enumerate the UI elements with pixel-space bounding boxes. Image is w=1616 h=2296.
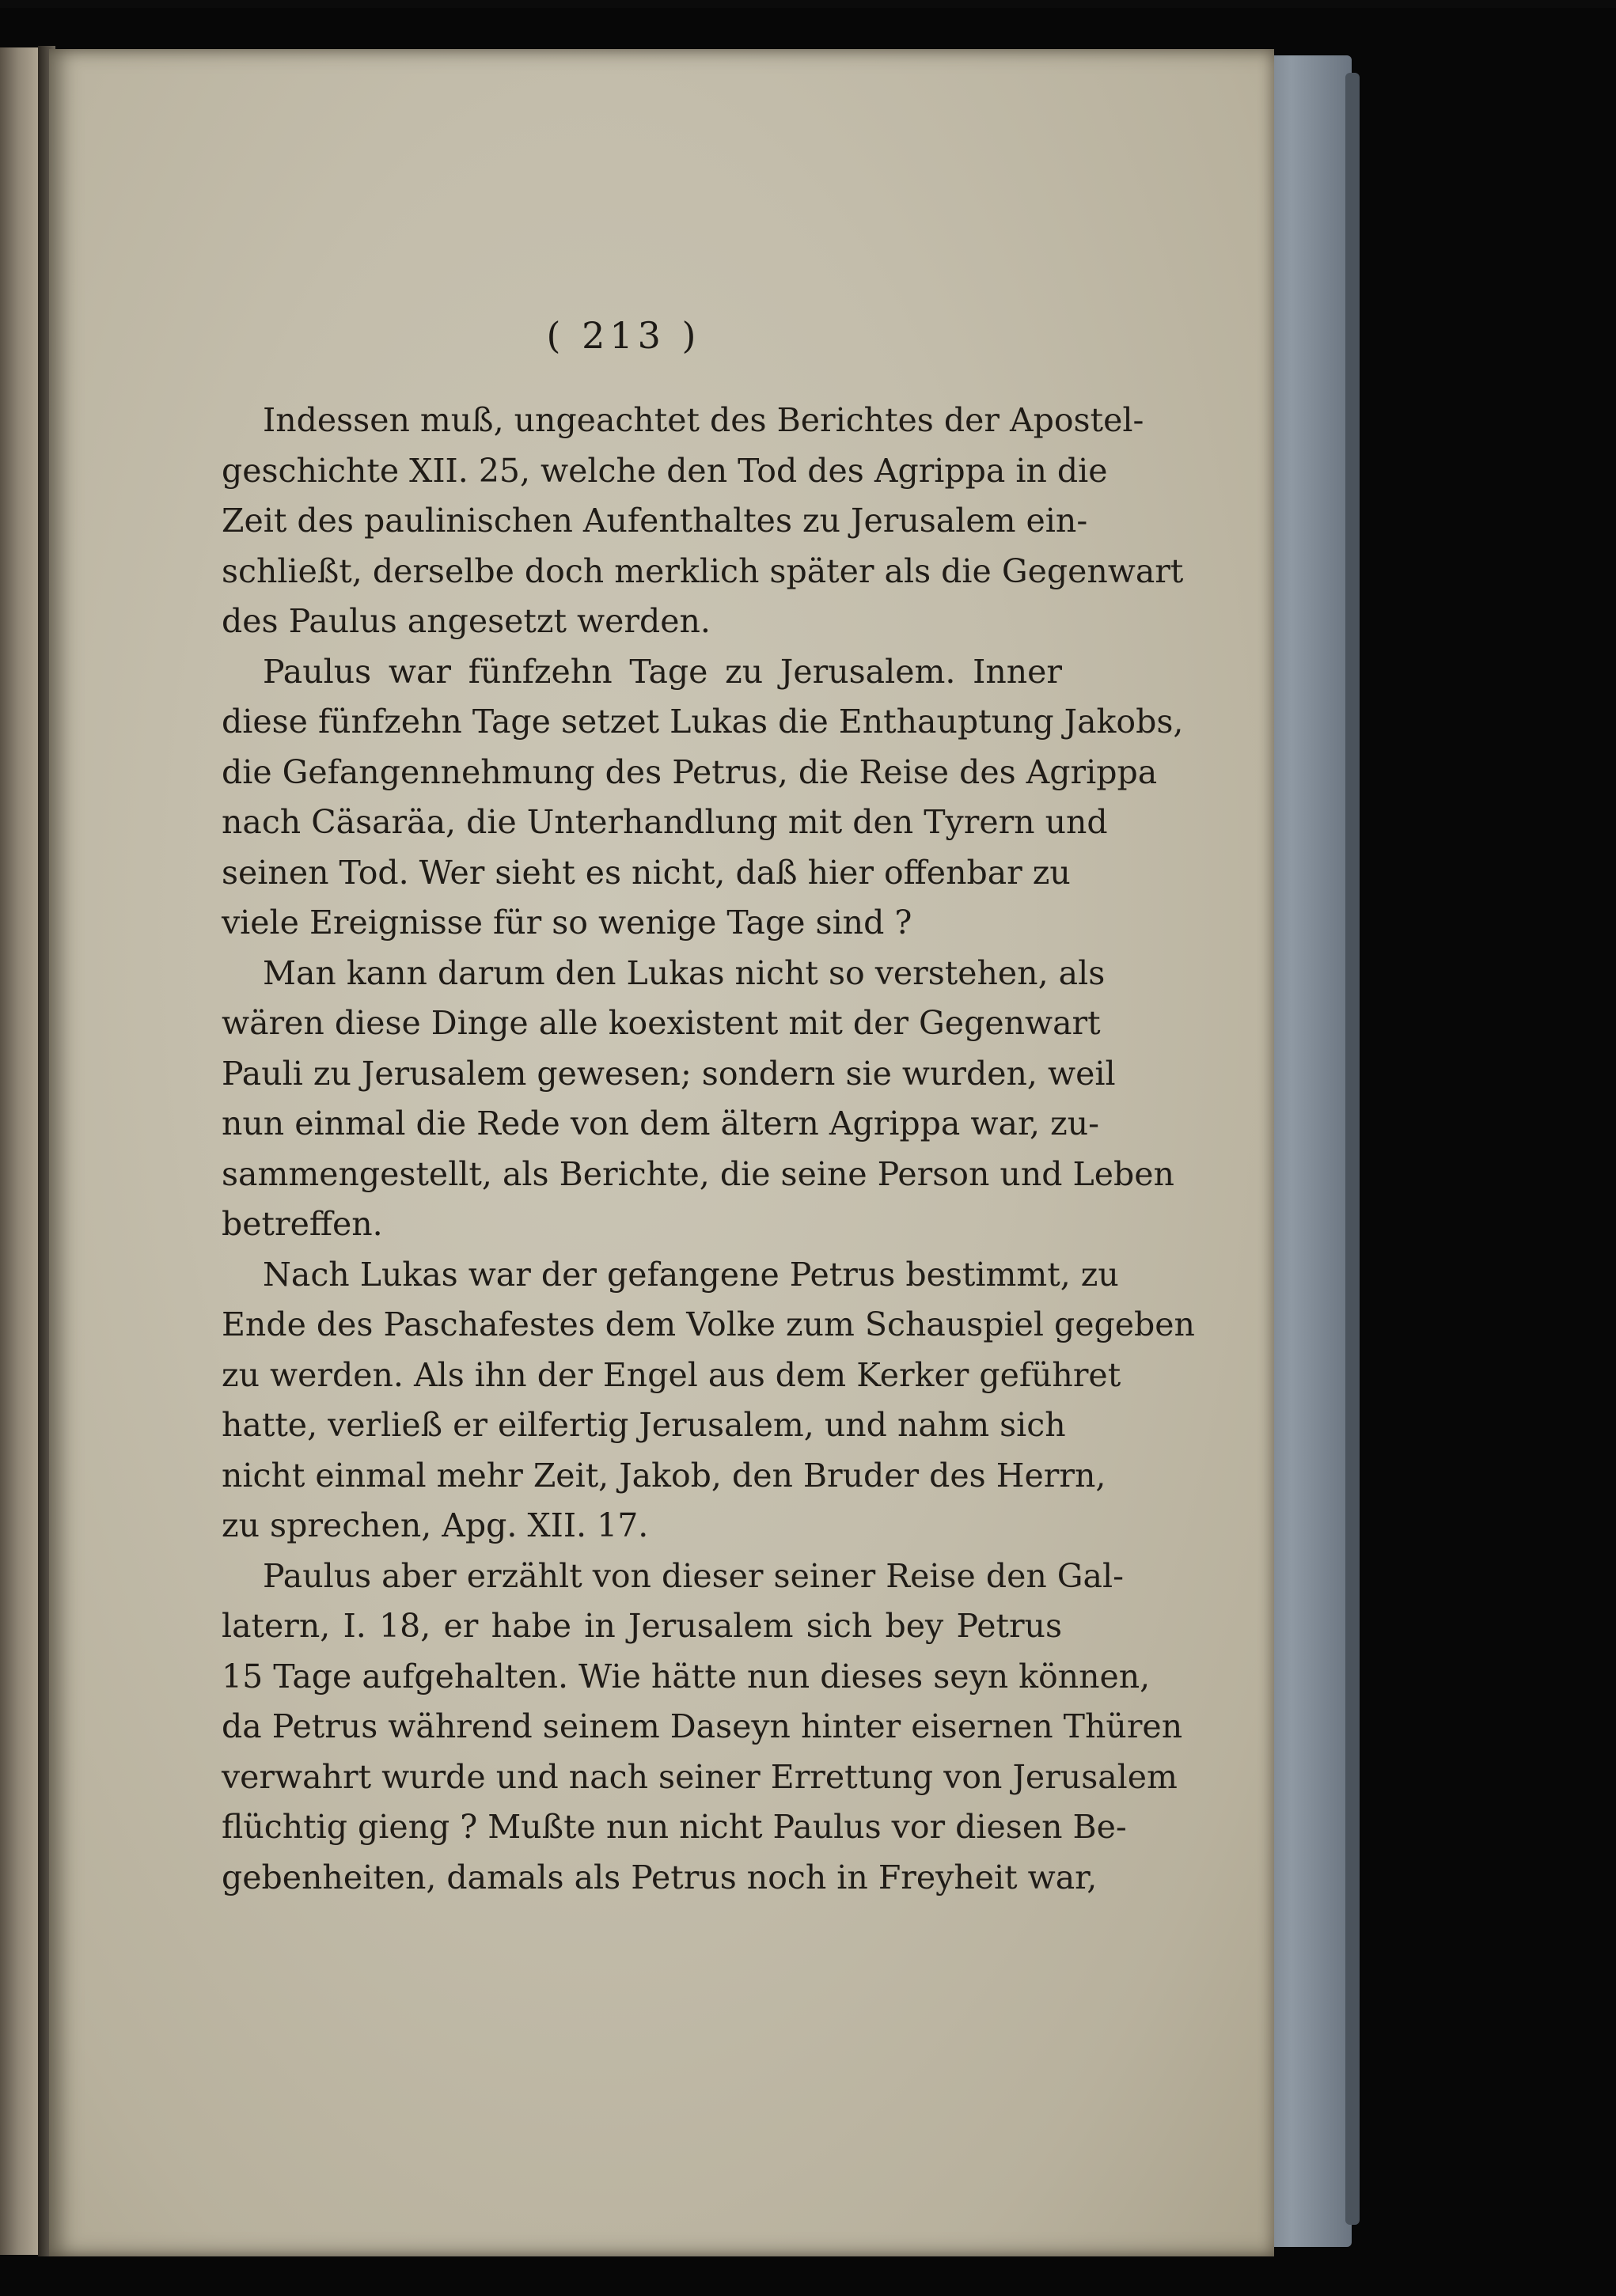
text-line: des Paulus angesetzt werden. — [222, 602, 711, 640]
text-line: nun einmal die Rede von dem ältern Agrippa war, zu- — [222, 1104, 1099, 1142]
text-line: 15 Tage aufgehalten. Wie hätte nun dieses seyn können, — [222, 1657, 1151, 1695]
text-line: seinen Tod. Wer sieht es nicht, daß hier offenbar zu — [222, 853, 1071, 892]
scan-border — [0, 0, 1616, 8]
text-line: Zeit des paulinischen Aufenthaltes zu Jerusalem ein- — [222, 502, 1088, 540]
text-line: wären diese Dinge alle koexistent mit der Gegenwart — [222, 1004, 1101, 1042]
text-line: nach Cäsaräa, die Unterhandlung mit den Tyrern und — [222, 803, 1108, 841]
text-line: die Gefangennehmung des Petrus, die Reise des Agrippa — [222, 752, 1158, 791]
text-line: Paulus war fünfzehn Tage zu Jerusalem. Inner — [263, 652, 1062, 691]
text-line: viele Ereignisse für so wenige Tage sind ? — [222, 904, 912, 942]
text-line: hatte, verließ er eilfertig Jerusalem, und nahm sich — [222, 1406, 1066, 1444]
text-line: latern, I. 18, er habe in Jerusalem sich bey Petrus — [222, 1607, 1062, 1645]
text-line: flüchtig gieng ? Mußte nun nicht Paulus vor diesen Be- — [222, 1808, 1127, 1846]
text-line: gebenheiten, damals als Petrus noch in Freyheit war, — [222, 1858, 1098, 1896]
text-line: zu sprechen, Apg. XII. 17. — [222, 1506, 649, 1544]
text-line: schließt, derselbe doch merklich später als die Gegenwart — [222, 551, 1184, 590]
body-text — [222, 396, 1195, 1903]
text-line: nicht einmal mehr Zeit, Jakob, den Bruder des Herrn, — [222, 1456, 1106, 1495]
book-cover-edge — [1345, 73, 1360, 2225]
text-line: da Petrus während seinem Daseyn hinter eisernen Thüren — [222, 1707, 1183, 1745]
text-line: Man kann darum den Lukas nicht so verstehen, als — [263, 953, 1106, 992]
text-line: diese fünfzehn Tage setzet Lukas die Enthauptung Jakobs, — [222, 703, 1184, 741]
text-line: Ende des Paschafestes dem Volke zum Schauspiel gegeben — [222, 1305, 1195, 1343]
page-number: ( 213 ) — [546, 314, 701, 357]
text-line: geschichte XII. 25, welche den Tod des Agrippa in die — [222, 451, 1108, 490]
text-line: zu werden. Als ihn der Engel aus dem Kerker geführet — [222, 1355, 1121, 1394]
text-line: Indessen muß, ungeachtet des Berichtes der Apostel- — [263, 401, 1144, 439]
text-line: Nach Lukas war der gefangene Petrus bestimmt, zu — [263, 1255, 1119, 1294]
text-line: sammengestellt, als Berichte, die seine Person und Leben — [222, 1154, 1174, 1193]
text-line: betreffen. — [222, 1205, 383, 1243]
text-line: verwahrt wurde und nach seiner Errettung von Jerusalem — [222, 1757, 1178, 1796]
book-page — [49, 49, 1274, 2256]
text-line: Paulus aber erzählt von dieser seiner Reise den Gal- — [263, 1556, 1124, 1595]
previous-page-edge — [0, 47, 41, 2255]
text-line: Pauli zu Jerusalem gewesen; sondern sie wurden, weil — [222, 1054, 1116, 1093]
